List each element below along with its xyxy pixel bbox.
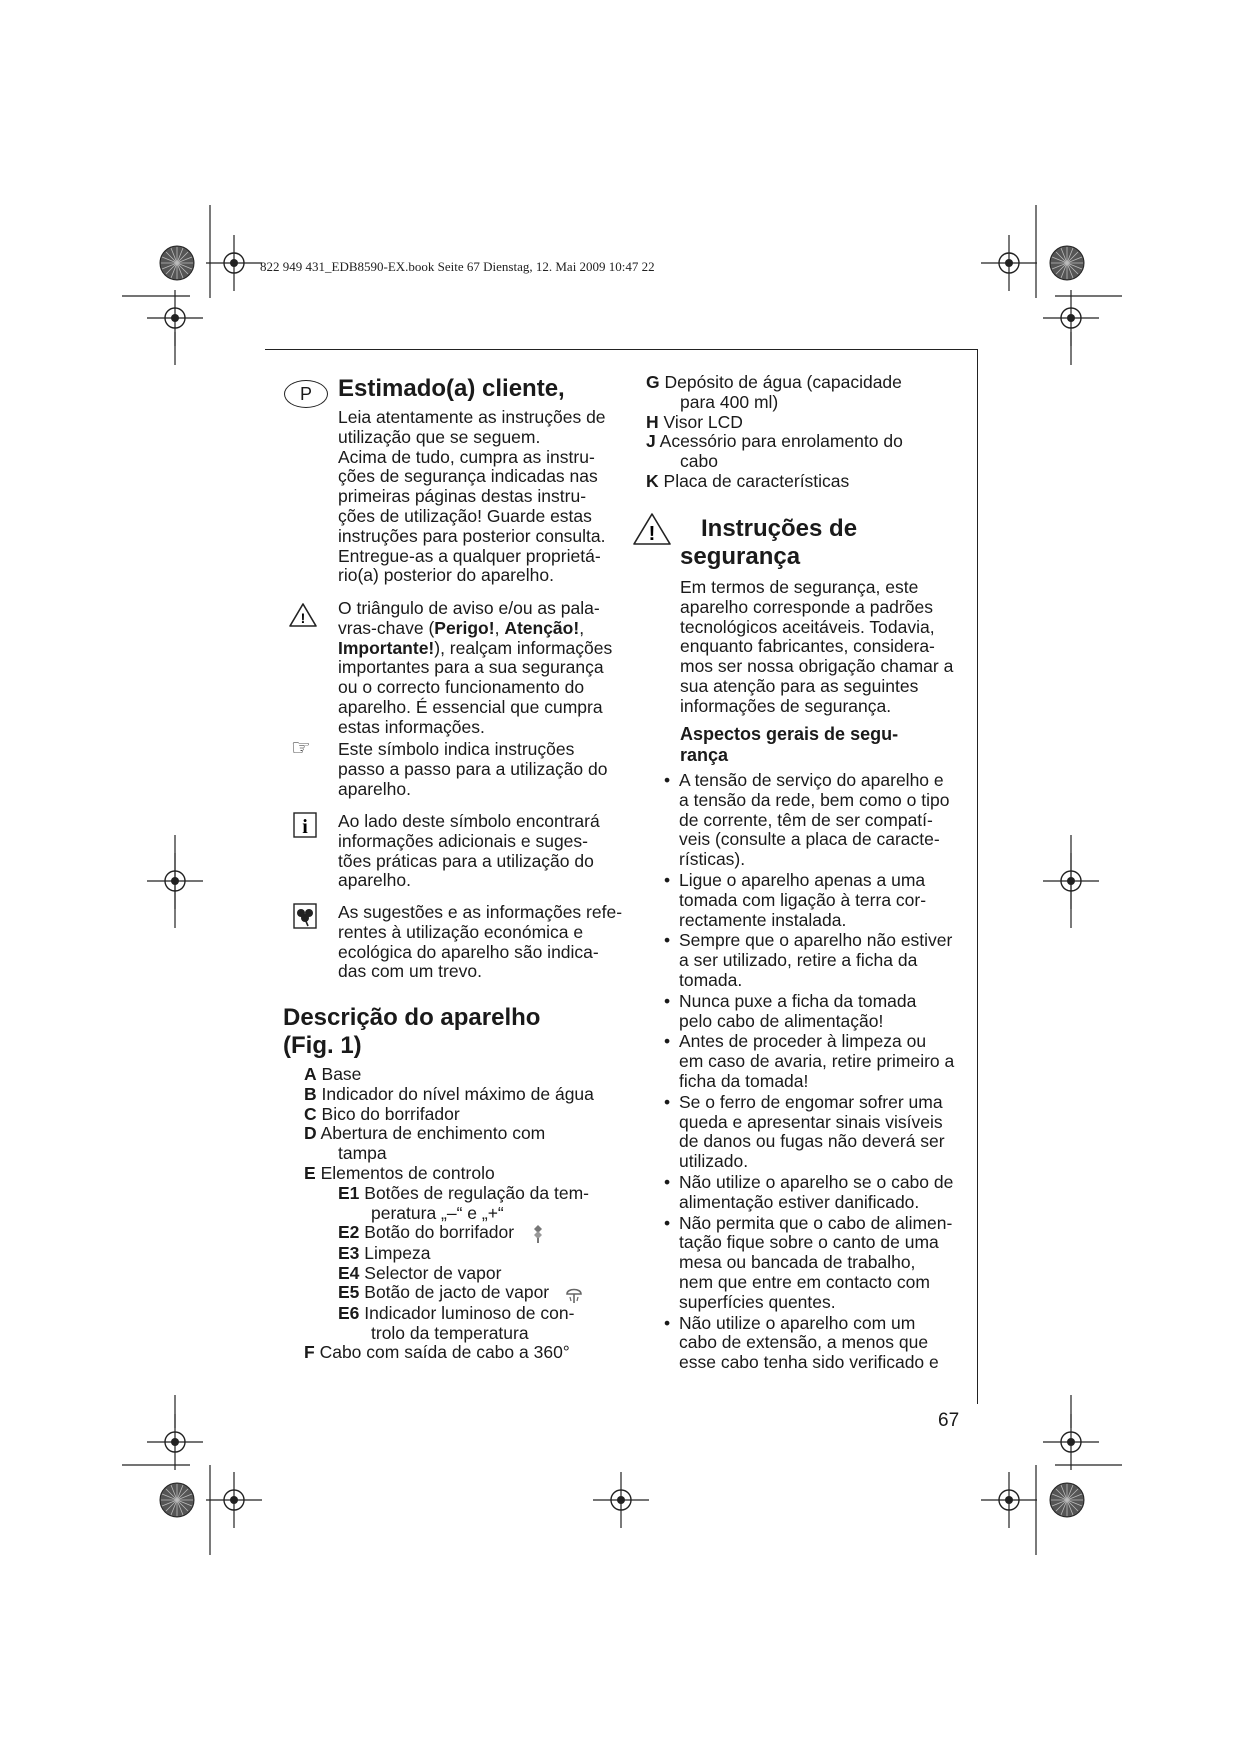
item-key: E2: [338, 1222, 360, 1243]
language-badge: P: [284, 380, 328, 408]
text-line: esse cabo tenha sido verificado e: [679, 1352, 939, 1373]
color-target-icon: [1050, 246, 1084, 280]
list-item: [646, 373, 966, 393]
item-key: E3: [338, 1242, 360, 1263]
color-target-icon: [1050, 1483, 1084, 1517]
text-line: Antes de proceder à limpeza ou: [679, 1031, 927, 1052]
text-line: tomada com ligação à terra cor-: [679, 889, 927, 910]
info-icon: [293, 812, 317, 838]
item-key: F: [304, 1342, 315, 1363]
heading-line: Aspectos gerais de segu-: [680, 724, 899, 744]
list-item: [304, 1085, 634, 1105]
text-line: informações de segurança.: [680, 695, 892, 716]
text-line: das com um trevo.: [338, 961, 482, 982]
text-line: em caso de avaria, retire primeiro a: [679, 1051, 955, 1072]
bullet-dot: •: [664, 930, 671, 951]
list-item-continuation: para 400 ml): [680, 391, 779, 412]
bullet-dot: •: [664, 770, 671, 790]
keyword-perigo: Perigo!: [434, 617, 495, 638]
text-line: aparelho corresponde a padrões: [680, 596, 933, 617]
item-text: Placa de características: [663, 470, 850, 491]
info-symbol-text: [338, 812, 638, 891]
text-line: superfícies quentes.: [679, 1291, 836, 1312]
text-line: Sempre que o aparelho não estiver: [679, 930, 953, 951]
svg-text:!: !: [300, 610, 306, 626]
item-text: Indicador do nível máximo de água: [321, 1083, 594, 1104]
text-fragment: ,: [579, 617, 585, 638]
parts-list-continued: [646, 373, 966, 492]
text-line: cabo de extensão, a menos que: [679, 1332, 929, 1353]
text-line: a tensão da rede, bem como o tipo: [679, 789, 950, 810]
keyword-importante: Importante!: [338, 637, 435, 658]
text-line: Ao lado deste símbolo encontrará: [338, 811, 600, 831]
item-text: Cabo com saída de cabo a 360°: [319, 1342, 570, 1363]
heading-line: Descrição do aparelho: [283, 1004, 541, 1031]
control-elements-sublist: [338, 1184, 634, 1344]
safety-title-line: Instruções de: [701, 515, 858, 542]
parts-list: [304, 1065, 634, 1363]
item-key: C: [304, 1103, 317, 1124]
pointing-hand-icon: ☞: [291, 735, 311, 760]
text-line: ou o correcto funcionamento do: [338, 677, 585, 698]
list-item: [304, 1105, 634, 1125]
item-text: Indicador luminoso de con-: [364, 1302, 575, 1323]
list-item-continuation: tampa: [338, 1143, 387, 1164]
list-item-continuation: trolo da temperatura: [371, 1322, 529, 1343]
item-text: Visor LCD: [663, 411, 743, 432]
text-line: alimentação estiver danificado.: [679, 1191, 920, 1212]
text-line: rio(a) posterior do aparelho.: [338, 565, 554, 586]
list-item: [338, 1304, 634, 1324]
item-text: Acessório para enrolamento do: [659, 431, 903, 452]
text-line: Este símbolo indica instruções: [338, 739, 575, 759]
safety-bullet-item: [664, 871, 970, 930]
page-frame-top: [265, 349, 977, 350]
text-line: mesa ou bancada de trabalho,: [679, 1252, 916, 1273]
warning-symbol-text: [338, 599, 638, 738]
spray-icon: [529, 1224, 547, 1244]
item-text: Botão do borrifador: [364, 1222, 515, 1243]
bullet-dot: •: [664, 869, 671, 890]
safety-bullet-item: [664, 1314, 970, 1373]
heading-line: rança: [680, 745, 729, 765]
text-line: aparelho.: [338, 870, 411, 891]
eco-symbol-text: [338, 903, 638, 982]
safety-bullet-item: [664, 1173, 970, 1213]
registration-mark-icon: [206, 1472, 262, 1528]
text-line: rectamente instalada.: [679, 909, 847, 930]
color-target-icon: [160, 246, 194, 280]
bullet-dot: •: [664, 1171, 671, 1192]
bullet-dot: •: [664, 1031, 671, 1052]
text-line: rísticas).: [679, 849, 746, 870]
item-key: E1: [338, 1182, 360, 1203]
text-line: [338, 639, 638, 659]
text-line: Acima de tudo, cumpra as instru-: [338, 446, 595, 467]
item-key: E4: [338, 1262, 360, 1283]
item-key: B: [304, 1083, 317, 1104]
text-line: Entregue-as a qualquer proprietá-: [338, 545, 601, 566]
text-line: Ligue o aparelho apenas a uma: [679, 869, 926, 890]
svg-text:i: i: [302, 816, 308, 838]
item-key: E5: [338, 1282, 360, 1303]
item-text: Elementos de controlo: [320, 1162, 495, 1183]
text-line: Em termos de segurança, este: [680, 577, 919, 597]
item-text: Selector de vapor: [364, 1262, 502, 1283]
bullet-dot: •: [664, 1212, 671, 1233]
keyword-atencao: Atenção!: [504, 617, 580, 638]
item-key: G: [646, 372, 660, 392]
color-target-icon: [160, 1483, 194, 1517]
safety-bullet-item: [664, 1032, 970, 1091]
text-line: ecológica do aparelho são indica-: [338, 941, 599, 962]
item-key: A: [304, 1064, 317, 1084]
text-line: Se o ferro de engomar sofrer uma: [679, 1091, 943, 1112]
list-item: [338, 1283, 634, 1303]
text-line: instruções para posterior consulta.: [338, 525, 606, 546]
text-line: utilização que se seguem.: [338, 426, 541, 447]
text-line: de danos ou fugas não deverá ser: [679, 1131, 945, 1152]
list-item-continuation: peratura „–“ e „+“: [371, 1202, 504, 1223]
list-item: [338, 1244, 634, 1264]
item-text: Abertura de enchimento com: [320, 1123, 546, 1144]
item-text: Botões de regulação da tem-: [364, 1182, 590, 1203]
text-line: mos ser nossa obrigação chamar a: [680, 656, 954, 677]
hand-symbol-text: [338, 740, 638, 799]
steam-shot-icon: [564, 1284, 584, 1304]
text-line: [338, 619, 638, 639]
list-item-continuation: cabo: [680, 451, 718, 472]
heading-line: (Fig. 1): [283, 1032, 362, 1059]
list-item: [338, 1223, 634, 1243]
registration-mark-icon: [593, 1472, 649, 1528]
text-line: O triângulo de aviso e/ou as pala-: [338, 598, 600, 618]
text-line: enquanto fabricantes, considera-: [680, 636, 935, 657]
page-frame-right: [977, 349, 978, 1404]
list-item: [304, 1124, 634, 1144]
safety-bullets: [664, 771, 970, 1374]
text-line: pelo cabo de alimentação!: [679, 1010, 884, 1031]
item-key: K: [646, 470, 659, 491]
registration-mark-icon: [981, 1472, 1037, 1528]
item-text: Base: [321, 1064, 362, 1084]
list-item: [304, 1065, 634, 1085]
text-line: tões práticas para a utilização do: [338, 850, 594, 871]
text-line: veis (consulte a placa de caracte-: [679, 829, 940, 850]
bullet-list: [664, 771, 970, 1373]
bullet-dot: •: [664, 1091, 671, 1112]
page-number: 67: [938, 1410, 960, 1431]
item-text: Bico do borrifador: [321, 1103, 460, 1124]
text-line: Nunca puxe a ficha da tomada: [679, 990, 917, 1011]
text-line: de corrente, têm de ser compatí-: [679, 809, 933, 830]
safety-title-line: segurança: [680, 543, 801, 570]
item-key: J: [646, 431, 656, 452]
safety-bullet-item: [664, 771, 970, 870]
item-key: E6: [338, 1302, 360, 1323]
safety-intro: [680, 578, 970, 717]
text-line: rentes à utilização económica e: [338, 921, 584, 942]
text-line: informações adicionais e suges-: [338, 830, 588, 851]
text-line: tecnológicos aceitáveis. Todavia,: [680, 616, 935, 637]
text-line: A tensão de serviço do aparelho e: [679, 770, 944, 790]
list-item: [338, 1264, 634, 1284]
text-line: aparelho. É essencial que cumpra: [338, 696, 603, 717]
item-key: H: [646, 411, 659, 432]
text-line: nem que entre em contacto com: [679, 1271, 930, 1292]
safety-bullet-item: [664, 992, 970, 1032]
text-line: As sugestões e as informações refe-: [338, 902, 623, 922]
warning-triangle-icon: [632, 512, 672, 546]
safety-bullet-item: [664, 931, 970, 990]
warning-triangle-icon: [288, 602, 318, 628]
text-fragment: ), realçam informações: [434, 637, 613, 658]
bullet-dot: •: [664, 1312, 671, 1333]
description-title: [283, 1004, 540, 1060]
intro-title: Estimado(a) cliente,: [338, 375, 565, 402]
text-line: primeiras páginas destas instru-: [338, 486, 587, 507]
registration-mark-icon: [206, 235, 262, 291]
text-line: Não permita que o cabo de alimen-: [679, 1212, 953, 1233]
text-line: importantes para a sua segurança: [338, 657, 604, 678]
text-line: queda e apresentar sinais visíveis: [679, 1111, 943, 1132]
text-line: tação fique sobre o canto de uma: [679, 1232, 939, 1253]
list-item: [304, 1164, 634, 1184]
list-item: [646, 413, 966, 433]
item-key: E: [304, 1162, 316, 1183]
registration-mark-icon: [981, 235, 1037, 291]
print-file-header: 822 949 431_EDB8590-EX.book Seite 67 Dienstag, 12. Mai 2009 10:47 22: [260, 259, 655, 274]
svg-text:!: !: [648, 523, 656, 545]
text-line: tomada.: [679, 969, 743, 990]
text-fragment: vras-chave (: [338, 617, 435, 638]
text-line: Leia atentamente as instruções de: [338, 407, 606, 427]
item-text: Botão de jacto de vapor: [364, 1282, 550, 1303]
safety-bullet-item: [664, 1093, 970, 1172]
list-item: [646, 432, 966, 452]
list-item: [646, 472, 966, 492]
item-key: D: [304, 1123, 317, 1144]
text-line: a ser utilizado, retire a ficha da: [679, 950, 918, 971]
text-line: passo a passo para a utilização do: [338, 758, 608, 779]
item-text: Limpeza: [364, 1242, 431, 1263]
text-line: estas informações.: [338, 716, 485, 737]
list-item: [338, 1184, 634, 1204]
safety-subtitle: [680, 724, 898, 766]
text-line: Não utilize o aparelho com um: [679, 1312, 916, 1333]
text-fragment: ,: [494, 617, 505, 638]
intro-paragraph: [338, 408, 628, 586]
text-line: aparelho.: [338, 778, 411, 799]
safety-bullet-item: [664, 1214, 970, 1313]
text-line: Não utilize o aparelho se o cabo de: [679, 1171, 954, 1192]
text-line: ficha da tomada!: [679, 1070, 809, 1091]
item-text: Depósito de água (capacidade: [664, 372, 902, 392]
text-line: ções de segurança indicadas nas: [338, 466, 598, 487]
list-item: [304, 1343, 634, 1363]
text-line: sua atenção para as seguintes: [680, 675, 919, 696]
bullet-dot: •: [664, 990, 671, 1011]
text-line: ções de utilização! Guarde estas: [338, 505, 592, 526]
text-line: utilizado.: [679, 1151, 749, 1172]
clover-icon: [293, 903, 317, 929]
